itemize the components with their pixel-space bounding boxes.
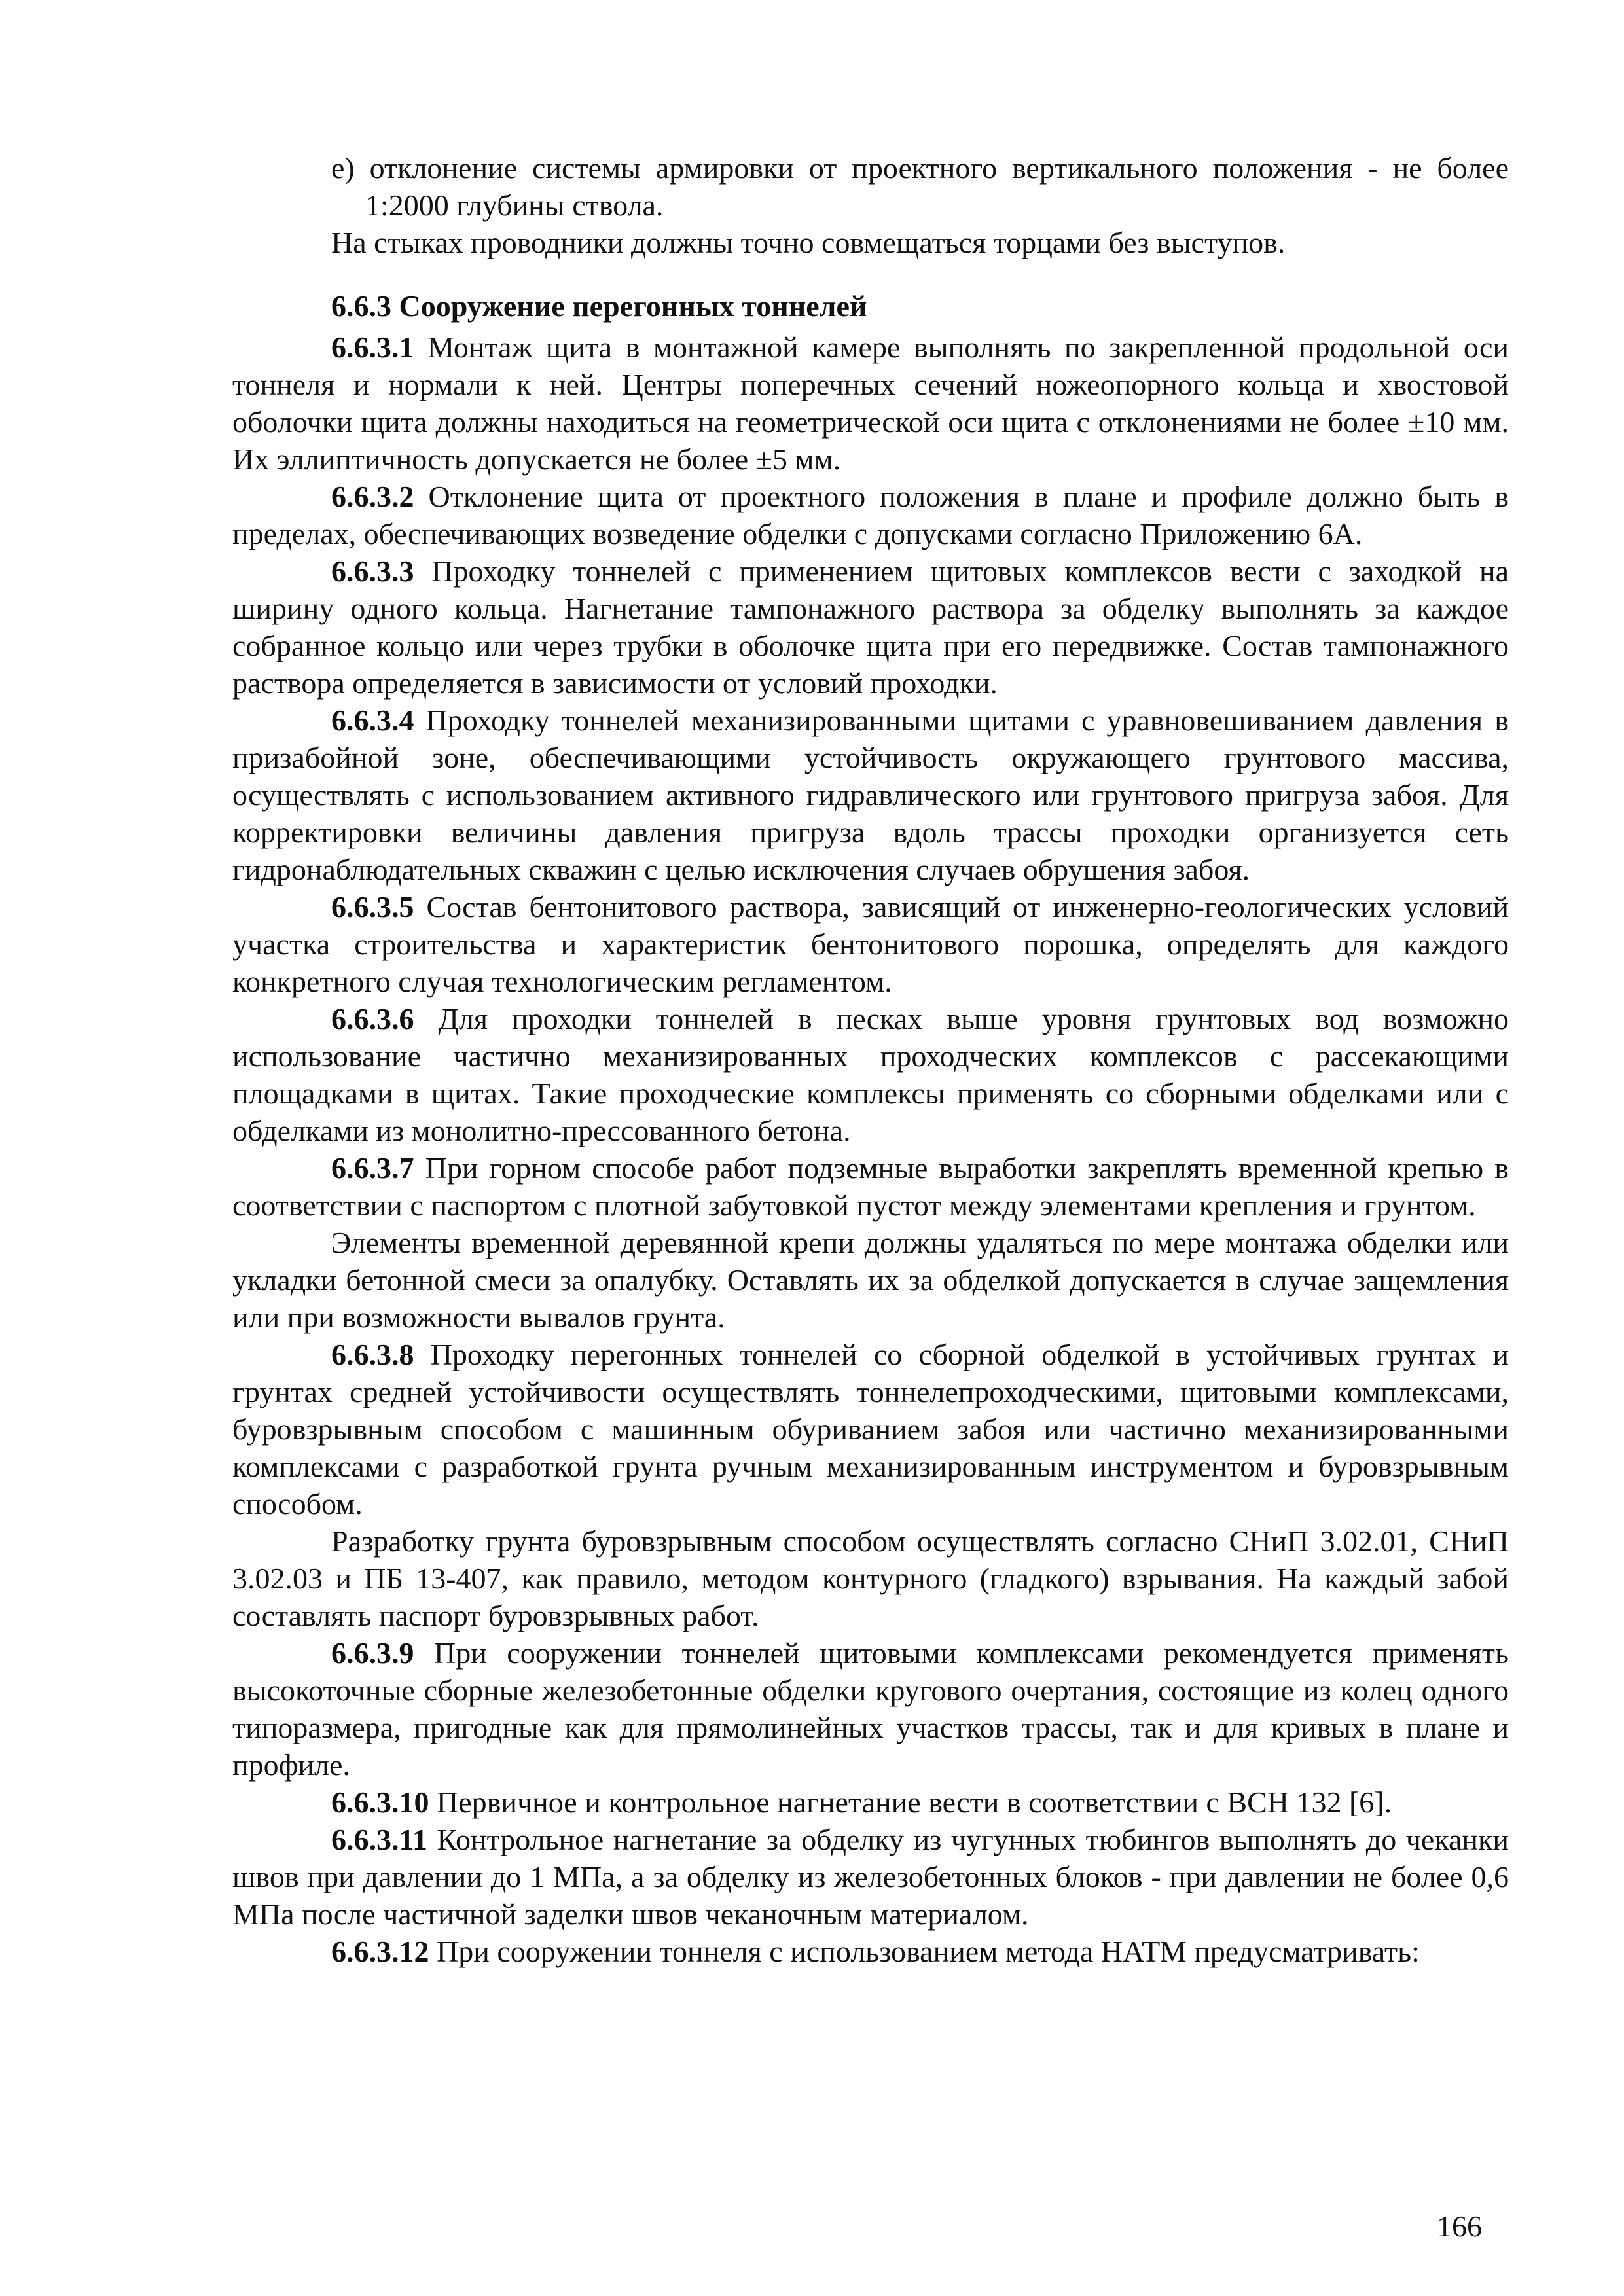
section-heading: 6.6.3 Сооружение перегонных тоннелей: [331, 289, 867, 323]
clause-number: 6.6.3.8: [331, 1338, 414, 1371]
page-number: 166: [1437, 2210, 1482, 2243]
clause-6-6-3-3: [232, 552, 1509, 702]
clause-text: Проходку перегонных тоннелей со сборной обделкой в устойчивых грунтах и грунтах средней устойчивости осуществлять тоннелепроходческими, щитовыми комплексами, буровзрывным способом с машинным обуриванием забоя или частично механизированными комплексами с разработкой грунта ручным механизированным инструментом и буровзрывным способом.: [232, 1338, 1509, 1520]
clause-number: 6.6.3.10: [331, 1785, 429, 1819]
clause-text: Для проходки тоннелей в песках выше уровня грунтовых вод возможно использование частично механизированных проходческих комплексов с рассекающими площадками в щитах. Такие проходческие комплексы применять со сборными обделками или с обделками из монолитно-прессованного бетона.: [232, 1002, 1509, 1147]
blasting-note: Разработку грунта буровзрывным способом осуществлять согласно СНиП 3.02.01, СНиП 3.02.03 и ПБ 13-407, как правило, методом контурного (гладкого) взрывания. На каждый забой составлять паспорт буровзрывных работ.: [232, 1524, 1509, 1632]
clause-text: Состав бентонитового раствора, зависящий от инженерно-геологических условий участка строительства и характеристик бентонитового порошка, определять для каждого конкретного случая технологическим регламентом.: [232, 890, 1509, 998]
clause-6-6-3-6: [232, 1000, 1509, 1149]
clause-number: 6.6.3.12: [331, 1935, 429, 1968]
clause-6-6-3-11: [232, 1821, 1509, 1933]
clause-number: 6.6.3.1: [331, 331, 414, 364]
clause-number: 6.6.3.9: [331, 1636, 414, 1670]
clause-number: 6.6.3.7: [331, 1151, 414, 1185]
clause-text: Проходку тоннелей механизированными щитами с уравновешиванием давления в призабойной зоне, обеспечивающими устойчивость окружающего грунтового массива, осуществлять с использованием активного гидравлического или грунтового пригруза забоя. Для корректировки величины давления пригруза вдоль трассы проходки организуется сеть гидронаблюдательных скважин с целью исключения случаев обрушения забоя.: [232, 704, 1509, 886]
clause-text: Отклонение щита от проектного положения в плане и профиле должно быть в пределах, обеспечивающих возведение обделки с допусками согласно Приложению 6А.: [232, 480, 1509, 550]
document-page: [232, 149, 1509, 1970]
clause-number: 6.6.3.2: [331, 480, 414, 513]
clause-number: 6.6.3.4: [331, 704, 414, 737]
clause-text: Проходку тоннелей с применением щитовых комплексов вести с заходкой на ширину одного кольца. Нагнетание тампонажного раствора за обделку выполнять за каждое собранное кольцо или через трубки в оболочке щита при его передвижке. Состав тампонажного раствора определяется в зависимости от условий проходки.: [232, 554, 1509, 700]
clause-text: Первичное и контрольное нагнетание вести в соответствии с ВСН 132 [6].: [429, 1785, 1392, 1819]
clause-text: Монтаж щита в монтажной камере выполнять по закрепленной продольной оси тоннеля и нормали к ней. Центры поперечных сечений ножеопорного кольца и хвостовой оболочки щита должны находиться на геометрической оси щита с отклонениями не более ±10 мм. Их эллиптичность допускается не более ±5 мм.: [232, 331, 1509, 476]
clause-number: 6.6.3.3: [331, 554, 414, 588]
clause-6-6-3-4: [232, 702, 1509, 888]
clause-number: 6.6.3.11: [331, 1823, 427, 1856]
clause-6-6-3-12: [232, 1933, 1509, 1970]
clause-6-6-3-2: [232, 478, 1509, 552]
clause-text: При сооружении тоннелей щитовыми комплексами рекомендуется применять высокоточные сборные железобетонные обделки кругового очертания, состоящие из колец одного типоразмера, пригодные как для прямолинейных участков трассы, так и для кривых в плане и профиле.: [232, 1636, 1509, 1782]
clause-number: 6.6.3.5: [331, 890, 414, 924]
list-item-e: е) отклонение системы армировки от проектного вертикального положения - не более 1:2000 глубины ствола.: [331, 151, 1509, 222]
clause-6-6-3-5: [232, 888, 1509, 1000]
clause-6-6-3-7: [232, 1149, 1509, 1224]
clause-6-6-3-10: [232, 1784, 1509, 1821]
clause-6-6-3-1: [232, 329, 1509, 478]
joints-note: На стыках проводники должны точно совмещаться торцами без выступов.: [331, 226, 1286, 259]
clause-6-6-3-9: [232, 1634, 1509, 1784]
clause-6-6-3-8: [232, 1336, 1509, 1522]
clause-number: 6.6.3.6: [331, 1002, 414, 1035]
clause-text: Контрольное нагнетание за обделку из чугунных тюбингов выполнять до чеканки швов при давлении до 1 МПа, а за обделку из железобетонных блоков - при давлении не более 0,6 МПа после частичной заделки швов чеканочным материалом.: [232, 1823, 1509, 1931]
timber-support-note: Элементы временной деревянной крепи должны удаляться по мере монтажа обделки или укладки бетонной смеси за опалубку. Оставлять их за обделкой допускается в случае защемления или при возможности вывалов грунта.: [232, 1226, 1509, 1334]
clause-text: При горном способе работ подземные выработки закреплять временной крепью в соответствии с паспортом с плотной забутовкой пустот между элементами крепления и грунтом.: [232, 1151, 1509, 1222]
clause-text: При сооружении тоннеля с использованием метода НАТМ предусматривать:: [429, 1935, 1420, 1968]
